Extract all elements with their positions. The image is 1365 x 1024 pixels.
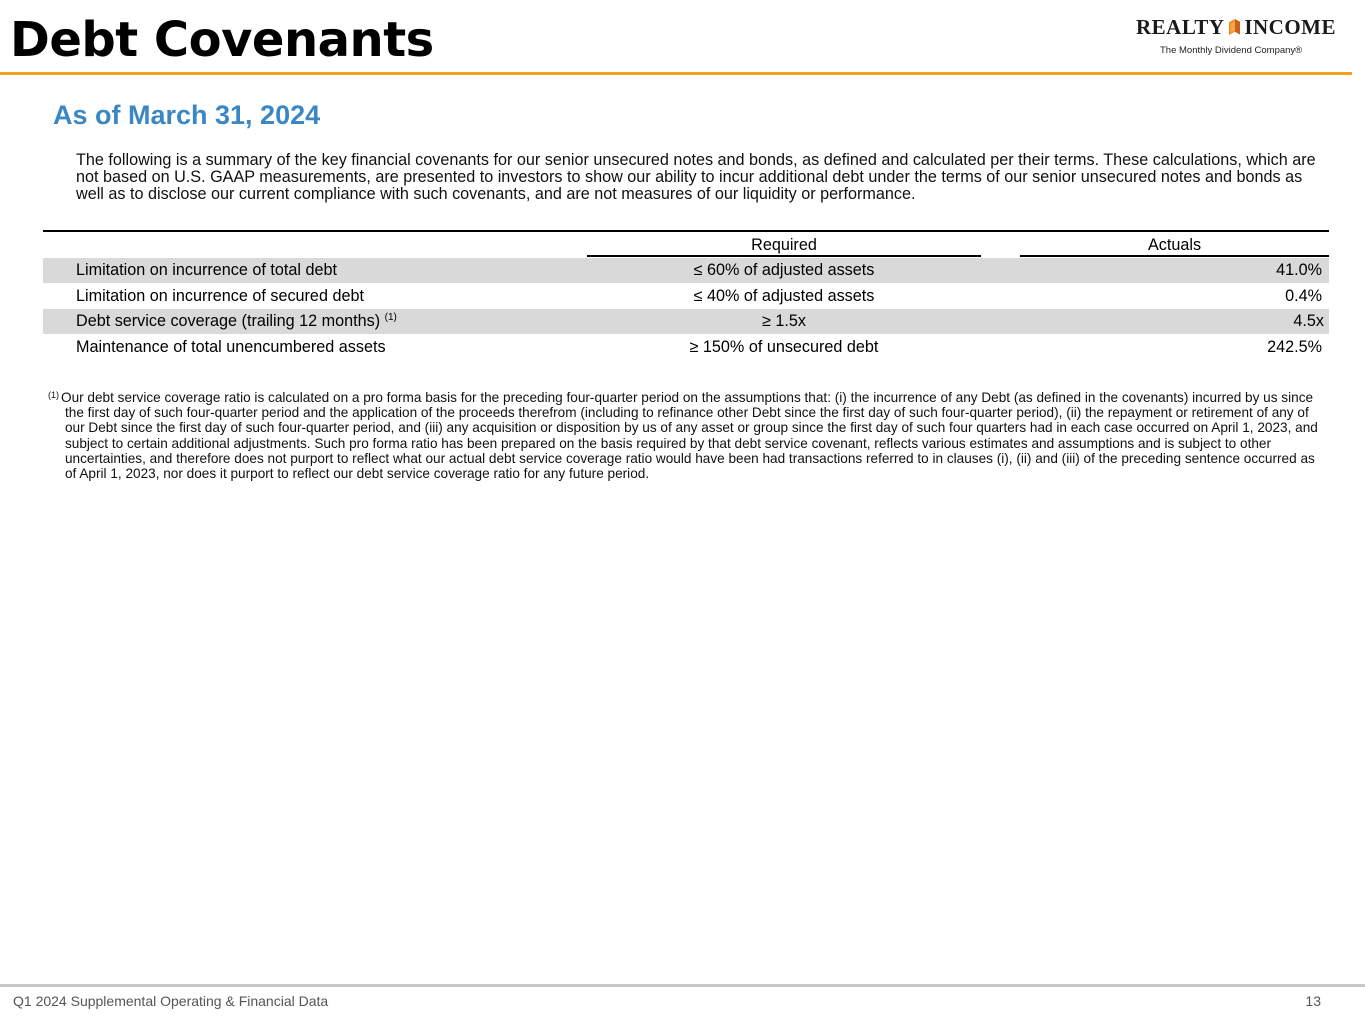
logo-mark-icon [1229, 12, 1241, 42]
logo-word-right: INCOME [1244, 14, 1336, 39]
row-actual: 242.5% [1267, 338, 1322, 356]
row-label: Limitation on incurrence of total debt [76, 261, 337, 279]
footnote-text: Our debt service coverage ratio is calculated on a pro forma basis for the preceding four-quarter period on the assumptions that: (i) the incurrence of any Debt (as defined in the covenants) incurred by us since the first day of such four-quarter period and the application of the proceeds therefrom (including to refinance other Debt since the first day of such four-quarter period), (ii) the repayment or retirement of any of our Debt since the first day of such four-quarter period, and (iii) any acquisition or disposition by us of any asset or group since the first day of such four quarters had in each case occurred on April 1, 2023, and subject to certain additional adjustments. Such pro forma ratio has been prepared on the basis required by that debt service covenant, reflects various estimates and assumptions and is subject to other uncertainties, and therefore does not purport to reflect what our actual debt service coverage ratio would have been had transactions referred to in clauses (i), (ii) and (iii) of the preceding sentence occurred as of April 1, 2023, nor does it purport to reflect our debt service coverage ratio for any future period. [61, 390, 1318, 482]
intro-paragraph: The following is a summary of the key financial covenants for our senior unsecured notes and bonds, as defined and calculated per their terms. These calculations, which are not based on U.S. GAAP measurements, are presented to investors to show our ability to incur additional debt under the terms of our senior unsecured notes and bonds as well as to disclose our current compliance with such covenants, and are not measures of our liquidity or performance. [76, 151, 1316, 203]
as-of-date-heading: As of March 31, 2024 [53, 100, 321, 130]
table-row [43, 284, 1329, 309]
footnote-mark: (1) [48, 390, 59, 400]
company-logo [1136, 12, 1336, 62]
row-label: Maintenance of total unencumbered assets [76, 338, 386, 356]
row-actual: 0.4% [1285, 287, 1322, 305]
row-label-with-note [76, 309, 397, 334]
table-row [43, 258, 1329, 283]
row-required: ≤ 60% of adjusted assets [693, 261, 875, 279]
footnote-ref: (1) [384, 312, 397, 323]
page-title: Debt Covenants [10, 12, 434, 68]
logo-tagline: The Monthly Dividend Company® [1160, 45, 1303, 56]
table-row [43, 335, 1329, 360]
footer-rule [0, 984, 1365, 987]
page-number: 13 [1305, 993, 1321, 1009]
footnote [48, 390, 1328, 481]
title-underline [0, 72, 1352, 75]
table-row [43, 309, 1329, 334]
row-actual: 4.5x [1293, 312, 1324, 330]
row-required: ≥ 150% of unsecured debt [689, 338, 879, 356]
table-top-rule [43, 230, 1329, 232]
footer-document-title: Q1 2024 Supplemental Operating & Financial Data [13, 993, 329, 1009]
column-header-actuals: Actuals [1020, 236, 1329, 257]
row-required: ≤ 40% of adjusted assets [693, 287, 875, 305]
row-required: ≥ 1.5x [762, 312, 806, 330]
logo-word-left: REALTY [1136, 14, 1225, 39]
row-label: Limitation on incurrence of secured debt [76, 287, 364, 305]
row-label: Debt service coverage (trailing 12 months) [76, 312, 381, 330]
column-header-required: Required [587, 236, 981, 257]
row-actual: 41.0% [1276, 261, 1322, 279]
